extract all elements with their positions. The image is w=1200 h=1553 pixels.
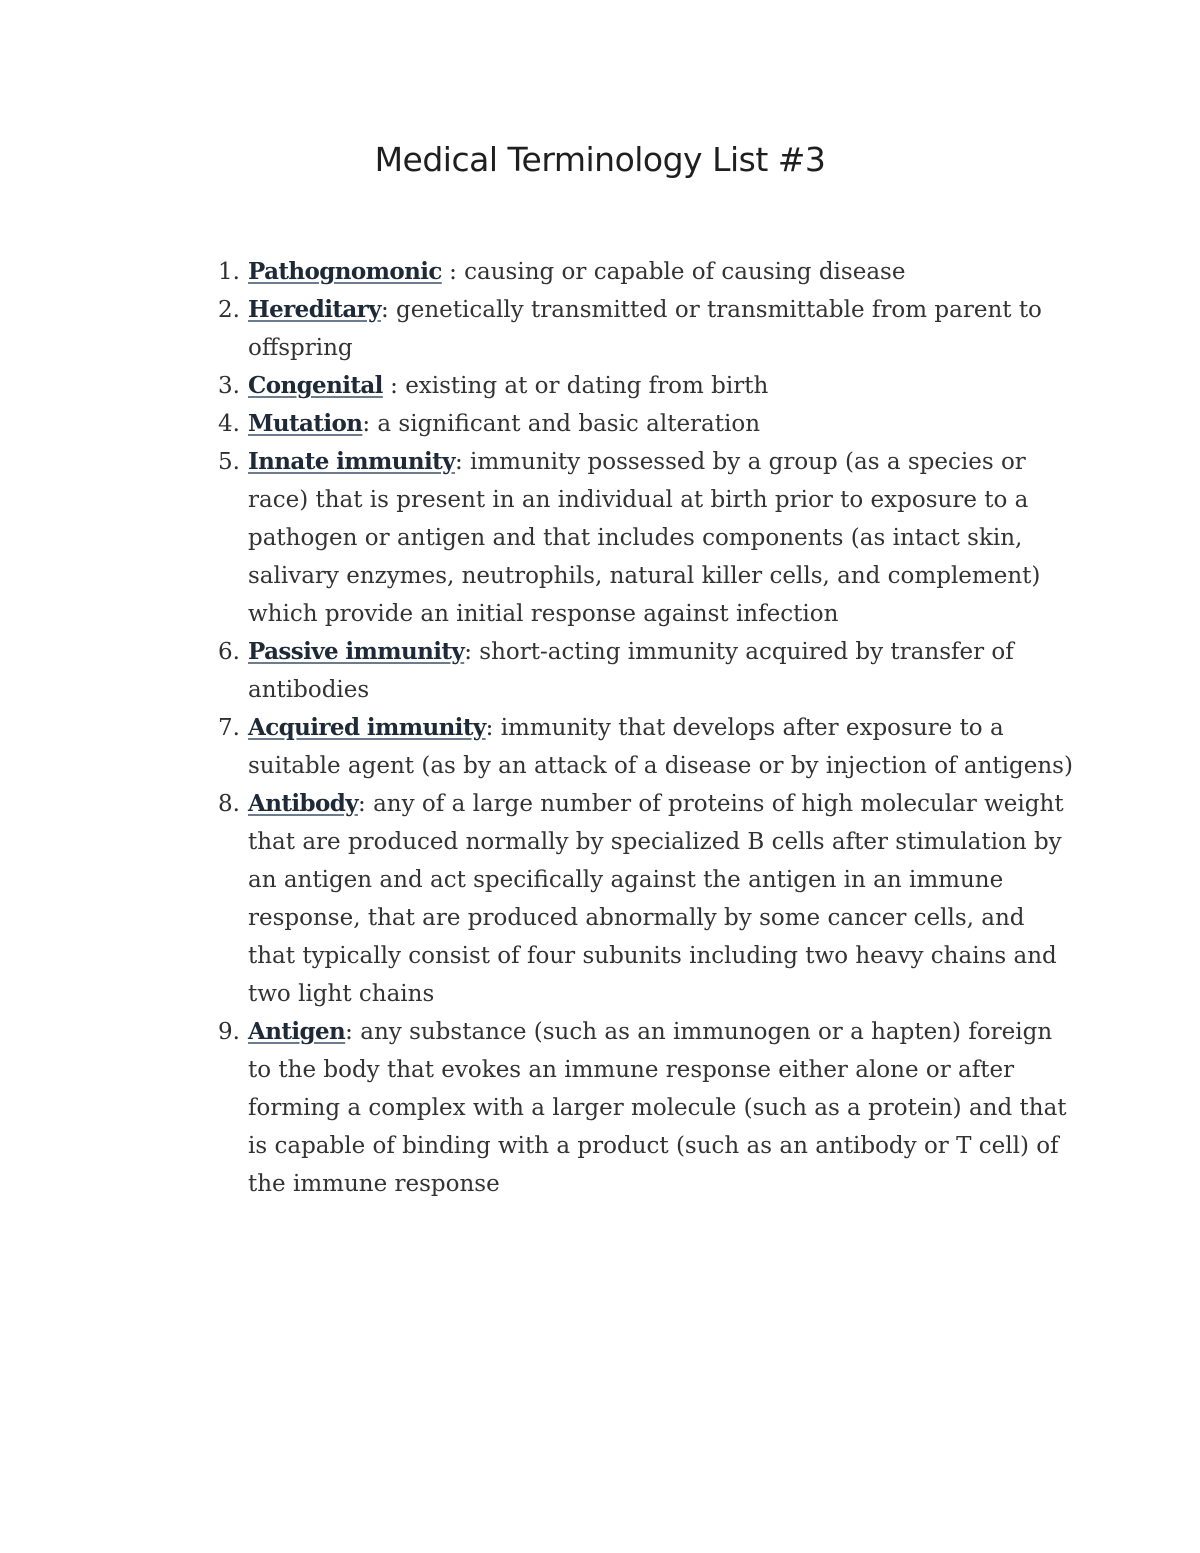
term-definition: any of a large number of proteins of high molecular weight that are produced normally by specialized B cells after stimulation by an antigen and act specifically against the antigen in an immune response, that are produced abnormally by some cancer cells, and that typically consist of four subunits including two heavy chains and two light chains: [248, 791, 1064, 1007]
item-number: 9.: [218, 1019, 240, 1045]
item-number: 3.: [218, 373, 240, 399]
document-title: Medical Terminology List #3: [374, 140, 826, 179]
term-separator: :: [380, 297, 397, 323]
item-number: 4.: [218, 411, 240, 437]
term-name: Hereditary: [248, 296, 381, 323]
term-name: Innate immunity: [248, 448, 455, 475]
term-definition: any substance (such as an immunogen or a hapten) foreign to the body that evokes an immune response either alone or after forming a complex with a larger molecule (such as a protein) and that is capable of binding with a product (such as an antibody or T cell) of the immune response: [248, 1019, 1067, 1197]
term-separator: :: [485, 715, 501, 741]
term-definition: a significant and basic alteration: [377, 411, 761, 437]
term-name: Congenital: [248, 372, 383, 399]
term-separator: :: [441, 259, 465, 285]
list-item: [218, 367, 1078, 405]
item-number: 1.: [218, 259, 240, 285]
term-name: Antibody: [248, 790, 358, 817]
term-definition: existing at or dating from birth: [405, 373, 769, 399]
list-item: [218, 1013, 1078, 1203]
term-definition: immunity possessed by a group (as a species or race) that is present in an individual at birth prior to exposure to a pathogen or antigen and that includes components (as intact skin, salivary enzymes, neutrophils, natural killer cells, and complement) which provide an initial response against infection: [248, 449, 1041, 627]
item-number: 7.: [218, 715, 240, 741]
item-number: 6.: [218, 639, 240, 665]
list-item: [218, 405, 1078, 443]
term-separator: :: [358, 791, 374, 817]
list-item: [218, 443, 1078, 633]
term-name: Mutation: [248, 410, 363, 437]
term-name: Antigen: [248, 1018, 346, 1045]
list-item: [218, 709, 1078, 785]
terminology-list: [218, 253, 1078, 1203]
term-definition: genetically transmitted or transmittable from parent to offspring: [248, 297, 1042, 361]
term-separator: :: [345, 1019, 361, 1045]
term-name: Acquired immunity: [248, 714, 486, 741]
term-separator: :: [362, 411, 378, 437]
list-item: [218, 785, 1078, 1013]
term-name: Pathognomonic: [248, 258, 442, 285]
term-separator: :: [382, 373, 406, 399]
term-separator: :: [464, 639, 480, 665]
item-number: 8.: [218, 791, 240, 817]
list-item: [218, 253, 1078, 291]
list-item: [218, 291, 1078, 367]
item-number: 2.: [218, 297, 240, 323]
term-definition: short-acting immunity acquired by transfer of antibodies: [248, 639, 1014, 703]
term-definition: causing or capable of causing disease: [464, 259, 906, 285]
item-number: 5.: [218, 449, 240, 475]
list-item: [218, 633, 1078, 709]
term-name: Passive immunity: [248, 638, 465, 665]
term-definition: immunity that develops after exposure to a suitable agent (as by an attack of a disease or by injection of antigens): [248, 715, 1073, 779]
term-separator: :: [454, 449, 471, 475]
